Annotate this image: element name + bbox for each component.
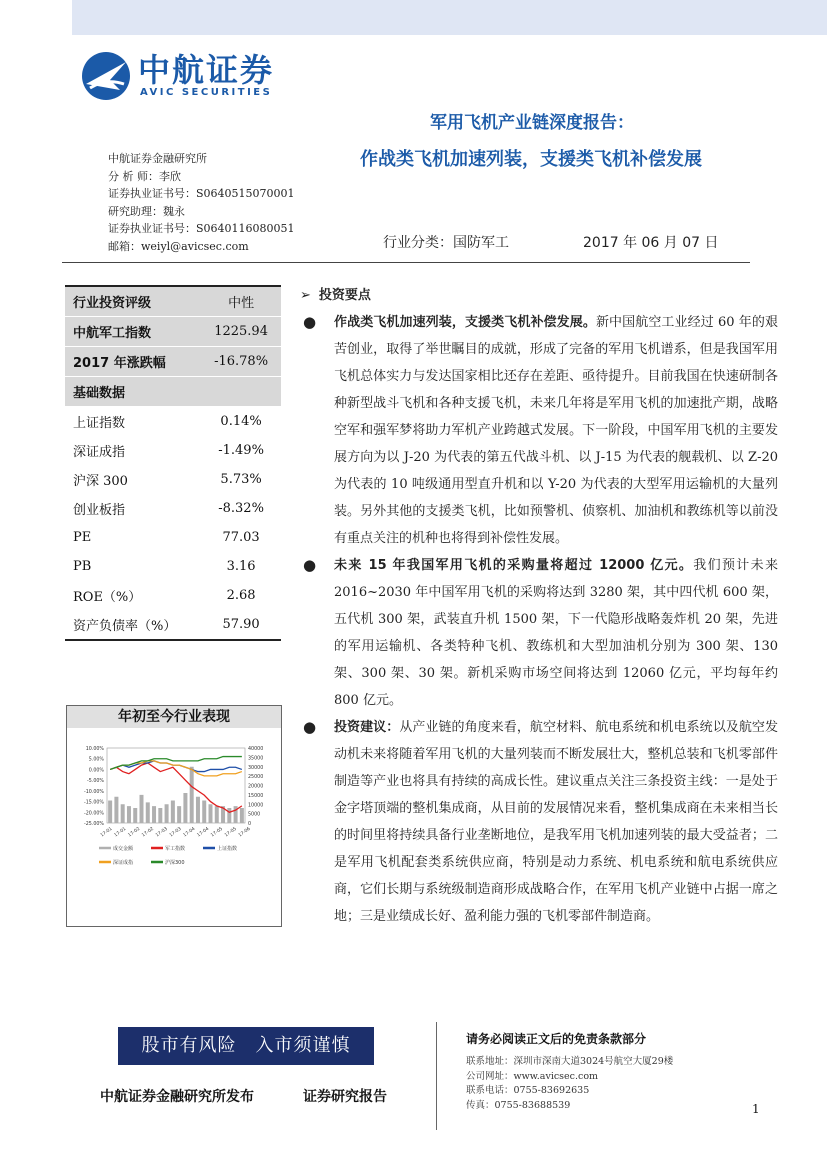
volume-bar — [114, 797, 118, 823]
row-value: 3.16 — [226, 559, 256, 574]
analyst-line: 证券执业证书号：S0640116080051 — [108, 222, 295, 235]
y-left-tick-label: -20.00% — [83, 811, 104, 817]
volume-bar — [108, 801, 112, 824]
y-right-tick-label: 25000 — [248, 775, 264, 781]
volume-bar — [165, 804, 169, 823]
industry-performance-chart — [66, 705, 282, 927]
y-left-tick-label: -15.00% — [83, 800, 104, 806]
analyst-line: 中航证券金融研究所 — [108, 152, 207, 165]
row-value: -1.49% — [218, 443, 264, 458]
series-line — [110, 763, 242, 812]
table-row — [65, 347, 281, 377]
y-left-tick-label: 10.00% — [85, 747, 104, 752]
row-label: 基础数据 — [65, 377, 201, 407]
table-row — [65, 610, 281, 640]
bullet-lead: 投资建议： — [334, 720, 400, 735]
y-right-tick-label: 15000 — [248, 793, 264, 799]
row-label: 资产负债率（%） — [65, 610, 201, 640]
y-left-tick-label: 0.00% — [88, 768, 104, 774]
row-label: 行业投资评级 — [65, 286, 201, 317]
section-heading-row — [300, 282, 778, 309]
volume-bar — [190, 767, 194, 823]
bullet-icon: ● — [303, 556, 317, 574]
x-tick-label: 17-05 — [224, 826, 238, 839]
report-type: 证券研究报告 — [303, 1089, 387, 1105]
legend-label: 深证成指 — [113, 860, 134, 866]
table-row — [65, 494, 281, 523]
brand-logo — [80, 50, 290, 102]
report-date: 2017 年 06 月 07 日 — [583, 235, 719, 251]
x-tick-label: 17-03 — [155, 826, 169, 839]
row-label: 2017 年涨跌幅 — [65, 347, 201, 377]
y-left-tick-label: -10.00% — [83, 789, 104, 795]
risk-slogan: 股市有风险 入市须谨慎 — [118, 1027, 374, 1065]
analyst-line: 分 析 师：李欣 — [108, 169, 181, 183]
volume-bar — [227, 808, 231, 823]
row-label: 中航军工指数 — [65, 317, 201, 347]
x-tick-label: 17-01 — [113, 826, 128, 839]
header-margin — [0, 0, 72, 35]
legend-label: 上证指数 — [217, 846, 238, 852]
publisher: 中航证券金融研究所发布 — [100, 1089, 254, 1105]
table-row — [65, 581, 281, 610]
investment-summary — [300, 282, 778, 930]
row-value: -8.32% — [218, 501, 264, 516]
bullet-text: 从产业链的角度来看，航空材料、航电系统和机电系统以及航空发动机未来将随着军用飞机的大量列装而不断发展壮大，整机总装和飞机零部件制造等产业也将具有持续的高成长性。建议重点关注三条投资主线：一是处于金字塔顶端的整机集成商，从目前的发展情况来看，整机集成商在未来相当长的时间里将持续具备行业垄断地位，是我军用飞机加速列装的最大受益者；二是军用飞机配套类系统供应商，特别是动力系统、机电系统和航电系统供应商，它们长期与系统级制造商形成战略合作，在军用飞机产业链中占据一席之地；三是业绩成长好、盈利能力强的飞机零部件制造商。 — [334, 720, 778, 924]
analyst-line: 证券执业证书号：S0640515070001 — [108, 187, 295, 200]
contact-line[interactable]: 公司网址：www.avicsec.com — [466, 1070, 599, 1082]
row-label: 上证指数 — [73, 416, 126, 431]
report-meta — [383, 232, 719, 252]
industry-category: 行业分类：国防军工 — [383, 235, 509, 251]
row-value: 57.90 — [201, 610, 281, 640]
row-value: 2.68 — [226, 588, 256, 603]
x-tick-label: 17-05 — [210, 826, 224, 839]
row-label: 沪深 300 — [73, 474, 128, 489]
row-value: -16.78% — [201, 347, 281, 377]
table-row — [65, 286, 281, 317]
x-tick-label: 17-04 — [196, 826, 211, 839]
x-tick-label: 17-04 — [182, 826, 197, 839]
section-heading: 投资要点 — [318, 288, 371, 303]
x-tick-label: 17-02 — [141, 826, 155, 839]
brand-name-cn: 中航证券 — [138, 51, 275, 89]
table-row — [65, 317, 281, 347]
x-tick-label: 17-01 — [99, 826, 114, 839]
row-label: PB — [73, 559, 92, 574]
y-right-tick-label: 5000 — [248, 812, 261, 818]
row-label: PE — [73, 530, 92, 545]
y-left-tick-label: -25.00% — [83, 822, 104, 827]
chart-title: 年初至今行业表现 — [67, 706, 281, 728]
bullet-item — [300, 552, 778, 714]
contact-info — [466, 1055, 673, 1113]
legend-label: 成交金额 — [113, 846, 134, 852]
brand-name-en: AVIC SECURITIES — [140, 87, 273, 98]
bullet-item — [300, 309, 778, 552]
volume-bar — [127, 806, 131, 823]
row-label: 创业板指 — [73, 503, 126, 518]
volume-bar — [171, 801, 175, 824]
page-number: 1 — [752, 1102, 760, 1116]
avic-plane-logo-icon — [80, 50, 132, 102]
report-title-line2: 作战类飞机加速列装，支援类飞机补偿发展 — [360, 149, 702, 170]
volume-bar — [152, 806, 156, 823]
y-left-tick-label: 5.00% — [88, 757, 104, 763]
legend-label: 沪深300 — [165, 860, 185, 866]
row-label: ROE（%） — [73, 590, 142, 605]
y-right-tick-label: 10000 — [248, 803, 264, 809]
arrow-icon: ➢ — [300, 288, 311, 303]
bullet-icon: ● — [303, 313, 317, 331]
volume-bar — [196, 797, 200, 823]
footer-divider — [436, 1022, 437, 1130]
bullet-lead: 作战类飞机加速列装，支援类飞机补偿发展。 — [334, 315, 596, 330]
volume-bar — [146, 802, 150, 823]
x-tick-label: 17-02 — [127, 826, 142, 839]
y-right-tick-label: 30000 — [248, 765, 264, 771]
performance-chart-svg — [67, 730, 281, 924]
legend-label: 军工指数 — [165, 846, 186, 852]
row-value — [201, 377, 281, 407]
table-row — [65, 552, 281, 581]
volume-bar — [133, 808, 137, 823]
volume-bar — [183, 793, 187, 823]
y-right-tick-label: 20000 — [248, 784, 264, 790]
report-title-line1: 军用飞机产业链深度报告： — [430, 113, 634, 133]
bullet-lead: 未来 15 年我国军用飞机的采购量将超过 12000 亿元。 — [334, 558, 694, 573]
table-row — [65, 465, 281, 494]
volume-bar — [240, 808, 244, 823]
row-value: 5.73% — [220, 472, 262, 487]
contact-line: 联系电话：0755-83692635 — [466, 1085, 590, 1096]
volume-bar — [215, 806, 219, 823]
y-right-tick-label: 35000 — [248, 756, 264, 762]
row-value: 中性 — [201, 286, 281, 317]
bullet-text: 我们预计未来 2016~2030 年中国军用飞机的采购将达到 3280 架，其中四代机 600 架，五代机 300 架，武装直升机 1500 架，下一代隐形战略轰炸机 20 架，先进的军用运输机、各类特种飞机、教练机和大型加油机分别为 300 架、130 架、300 架、30 架。新机采购市场空间将达到 12060 亿元，平均每年约 800 亿元。 — [334, 558, 778, 708]
analyst-info — [108, 150, 295, 255]
volume-bar — [177, 806, 181, 823]
contact-line: 联系地址：深圳市深南大道3024号航空大厦29楼 — [466, 1056, 674, 1067]
bullet-icon: ● — [303, 718, 317, 736]
header-divider — [62, 262, 750, 263]
x-tick-label: 17-03 — [168, 826, 183, 839]
volume-bar — [140, 795, 144, 823]
volume-bar — [202, 801, 206, 824]
y-right-tick-label: 0 — [248, 822, 252, 827]
bullet-text: 新中国航空工业经过 60 年的艰苦创业，取得了举世瞩目的成就，形成了完备的军用飞机谱系，但是我国军用飞机总体实力与发达国家相比还存在差距、亟待提升。目前我国在快速研制各种新型战斗飞机和各种支援飞机，未来几年将是军用飞机的加速批产期，战略空军和强军梦将助力军机产业跨越式发展。下一阶段，中国军用飞机的主要发展方向为以 J-20 为代表的第五代战斗机、以 J-15 为代表的舰载机、以 Z-20 为代表的 10 吨级通用型直升机和以 Y-20 为代表的大型军用运输机的大量列装。另外其他的支援类飞机，比如预警机、侦察机、加油机和教练机等以前没有重点关注的机种也将得到补偿性发展。 — [334, 315, 778, 546]
disclaimer-notice: 请务必阅读正文后的免责条款部分 — [466, 1032, 647, 1046]
analyst-line: 研究助理：魏永 — [108, 204, 185, 218]
y-right-tick-label: 40000 — [248, 747, 264, 752]
x-tick-label: 17-06 — [237, 826, 252, 839]
table-row — [65, 377, 281, 407]
row-value: 1225.94 — [201, 317, 281, 347]
volume-bar — [209, 804, 213, 823]
y-left-tick-label: -5.00% — [87, 779, 104, 785]
contact-line: 传真：0755-83688539 — [466, 1099, 571, 1111]
analyst-line[interactable]: 邮箱：weiyl@avicsec.com — [108, 239, 249, 253]
row-value: 0.14% — [220, 414, 262, 429]
volume-bar — [158, 808, 162, 823]
row-value: 77.03 — [222, 530, 260, 545]
table-row — [65, 523, 281, 552]
row-label: 深证成指 — [73, 445, 126, 460]
table-row — [65, 407, 281, 437]
industry-data-table — [65, 285, 281, 641]
bullet-item — [300, 714, 778, 930]
header-band — [72, 0, 827, 35]
table-row — [65, 436, 281, 465]
volume-bar — [121, 804, 125, 823]
